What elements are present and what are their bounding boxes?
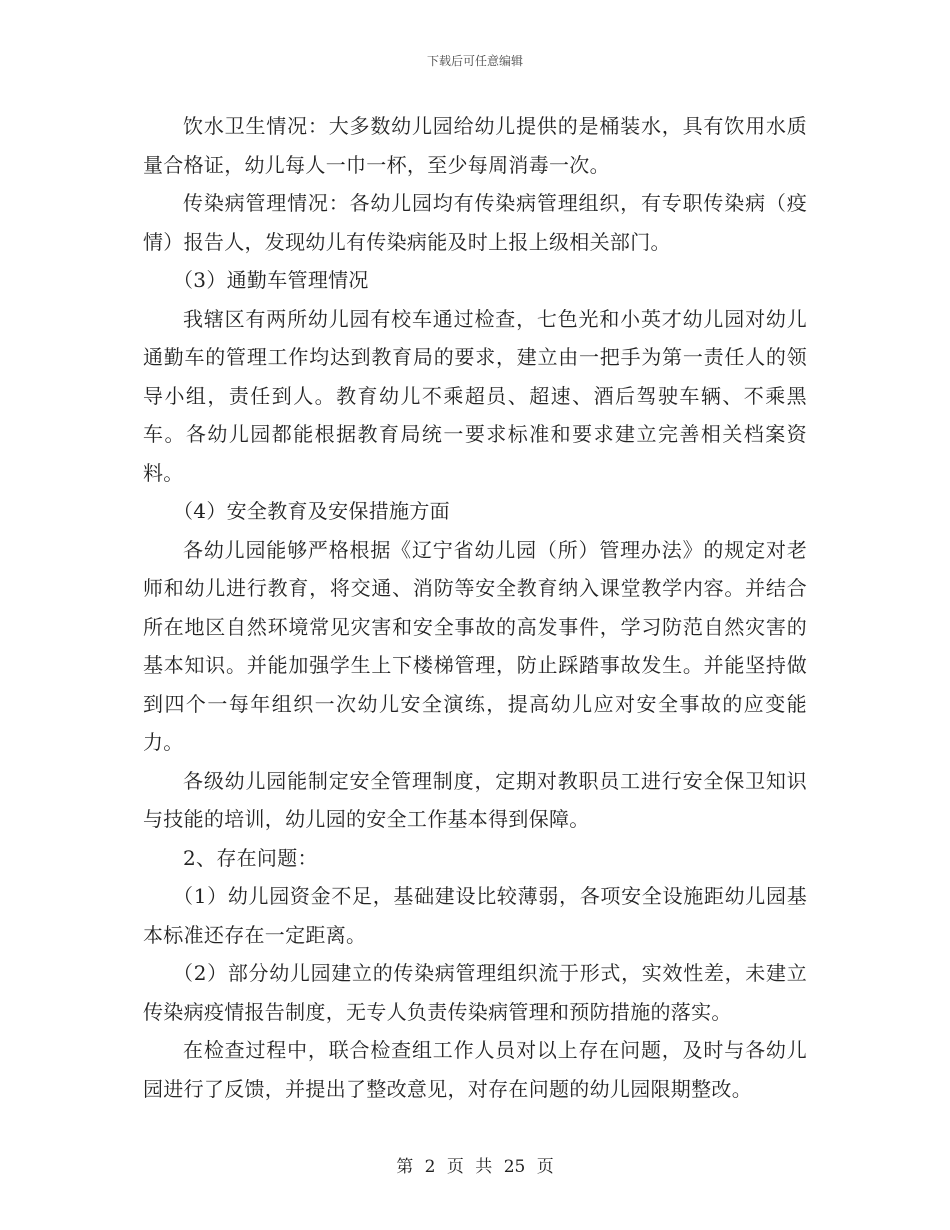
- paragraph-problem-1: （1）幼儿园资金不足，基础建设比较薄弱，各项安全设施距幼儿园基本标准还存在一定距离。: [143, 884, 807, 947]
- subheading-commuter-vehicle: （3）通勤车管理情况: [173, 268, 369, 292]
- page-header-note: 下载后可任意编辑: [426, 54, 523, 68]
- subheading-safety-education: （4）安全教育及安保措施方面: [173, 499, 450, 523]
- paragraph-drinking-water: 饮水卫生情况：大多数幼儿园给幼儿提供的是桶装水，具有饮用水质量合格证，幼儿每人一巾一杯，至少每周消毒一次。: [143, 114, 807, 177]
- paragraph-commuter-vehicle: 我辖区有两所幼儿园有校车通过检查，七色光和小英才幼儿园对幼儿通勤车的管理工作均达到教育局的要求，建立由一把手为第一责任人的领导小组，责任到人。教育幼儿不乘超员、超速、酒后驾驶车辆、不乘黑车。各幼儿园都能根据教育局统一要求标准和要求建立完善相关档案资料。: [143, 306, 807, 485]
- paragraph-problem-2: （2）部分幼儿园建立的传染病管理组织流于形式，实效性差，未建立传染病疫情报告制度，无专人负责传染病管理和预防措施的落实。: [143, 961, 807, 1024]
- paragraph-safety-education: 各幼儿园能够严格根据《辽宁省幼儿园（所）管理办法》的规定对老师和幼儿进行教育，将交通、消防等安全教育纳入课堂教学内容。并结合所在地区自然环境常见灾害和安全事故的高发事件，学习防范自然灾害的基本知识。并能加强学生上下楼梯管理，防止踩踏事故发生。并能坚持做到四个一每年组织一次幼儿安全演练，提高幼儿应对安全事故的应变能力。: [143, 537, 807, 754]
- paragraph-safety-system: 各级幼儿园能制定安全管理制度，定期对教职员工进行安全保卫知识与技能的培训，幼儿园的安全工作基本得到保障。: [143, 768, 807, 831]
- section-heading-problems: 2、存在问题：: [183, 845, 318, 870]
- paragraph-infectious-disease: 传染病管理情况：各幼儿园均有传染病管理组织，有专职传染病（疫情）报告人，发现幼儿有传染病能及时上报上级相关部门。: [143, 191, 807, 254]
- page-number: 第 2 页 共 25 页: [396, 1157, 554, 1177]
- paragraph-feedback: 在检查过程中，联合检查组工作人员对以上存在问题，及时与各幼儿园进行了反馈，并提出了整改意见，对存在问题的幼儿园限期整改。: [143, 1038, 807, 1101]
- document-body: [143, 107, 807, 1108]
